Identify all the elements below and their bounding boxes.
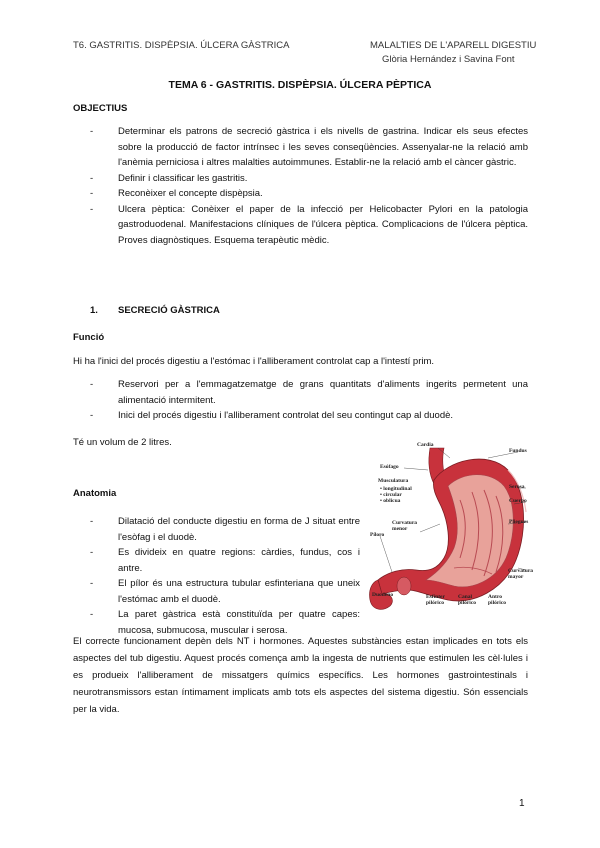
- label-esofago: Esófago: [380, 464, 399, 470]
- label-canal-pilorico: Canal pilórico: [458, 594, 477, 606]
- list-item: - Dilatació del conducte digestiu en forma de J situat entre l'esòfag i el duodè.: [90, 514, 360, 545]
- funcio-intro: Hi ha l'inici del procés digestiu a l'estómac i l'alliberament controlat cap a l'intestí prim.: [73, 356, 435, 367]
- section-heading: SECRECIÓ GÀSTRICA: [118, 305, 220, 316]
- objectius-heading: OBJECTIUS: [73, 103, 128, 114]
- label-antro-pilorico: Antro pilórico: [488, 594, 507, 606]
- list-item: - El pílor és una estructura tubular esfinteriana que uneix l'estómac amb el duodè.: [90, 576, 360, 607]
- section-number: 1.: [90, 305, 98, 316]
- funcio-list: [90, 377, 528, 424]
- label-circular: • circular: [380, 492, 402, 498]
- label-esfinter-pilorico: Esfínter pilórico: [426, 594, 445, 606]
- closing-paragraph: El correcte funcionament depèn dels NT i hormones. Aquestes substàncies estan implicades en tots els aspectes del tub digestiu. Aquest procés comença amb la ingesta de nutrients que estimulen les cèl·lules i es produeix l'alliberament de missatgers químics específics. Les hormones gastrointestinals i neurotransmissors estan íntimament implicats amb tots els aspectes del sistema digestiu. Són essencials per la vida.: [73, 636, 528, 715]
- label-oblicua: • oblicua: [380, 498, 401, 504]
- list-item: - La paret gàstrica està constituïda per quatre capes: mucosa, submucosa, muscular i serosa.: [90, 607, 360, 638]
- header-right-authors: Glòria Hernández i Savina Font: [382, 54, 515, 65]
- label-fundus: Fundus: [509, 448, 527, 454]
- list-item: - Inici del procés digestiu i l'alliberament controlat del seu contingut cap al duodè.: [90, 408, 528, 424]
- list-item: - Reconèixer el concepte dispèpsia.: [90, 186, 528, 202]
- page-number: 1: [519, 798, 525, 809]
- funcio-heading: Funció: [73, 332, 105, 343]
- label-cuerpo: Cuerpo: [509, 498, 527, 504]
- page-title: TEMA 6 - GASTRITIS. DISPÈPSIA. ÚLCERA PÈPTICA: [168, 79, 432, 91]
- label-piloro: Píloro: [370, 532, 385, 538]
- label-curvatura-mayor: Curvatura mayor: [508, 568, 534, 580]
- list-item: - Reservori per a l'emmagatzematge de grans quantitats d'aliments ingerits permetent una alimentació intermitent.: [90, 377, 528, 408]
- stomach-anatomy-figure: [368, 440, 538, 616]
- objectius-list: [90, 124, 528, 248]
- label-pliegues: Pliegues: [509, 519, 529, 525]
- label-curvatura-menor: Curvatura menor: [392, 520, 418, 532]
- list-item: - Ulcera pèptica: Conèixer el paper de la infecció per Helicobacter Pylori en la patologia gastroduodenal. Manifestacions clíniques de l'úlcera pèptica. Complicacions de l'úlcera pèptica. Proves diagnòstiques. Esquema terapèutic mèdic.: [90, 202, 528, 249]
- header-right-title: MALALTIES DE L'APARELL DIGESTIU: [370, 40, 537, 51]
- label-serosa: Serosa: [509, 484, 525, 490]
- list-item: - Determinar els patrons de secreció gàstrica i els nivells de gastrina. Indicar els seus efectes sobre la producció de factor intrínsec i les seves conseqüències. Assenyalar-ne la relació amb l'anèmia perniciosa i altres malalties autoimmunes. Establir-ne la relació amb el càncer gàstric.: [90, 124, 528, 171]
- label-cardia: Cardia: [417, 442, 434, 448]
- label-musculatura: Musculatura: [378, 478, 409, 484]
- list-item: - Definir i classificar les gastritis.: [90, 171, 528, 187]
- anatomia-heading: Anatomia: [73, 488, 117, 499]
- label-duodeno: Duodeno: [372, 592, 394, 598]
- header-left: T6. GASTRITIS. DISPÈPSIA. ÚLCERA GÀSTRICA: [73, 40, 290, 51]
- list-item: - Es divideix en quatre regions: càrdies, fundus, cos i antre.: [90, 545, 360, 576]
- funcio-volume: Té un volum de 2 litres.: [73, 437, 172, 448]
- anatomia-list: [90, 514, 360, 638]
- label-longitudinal: • longitudinal: [380, 486, 412, 492]
